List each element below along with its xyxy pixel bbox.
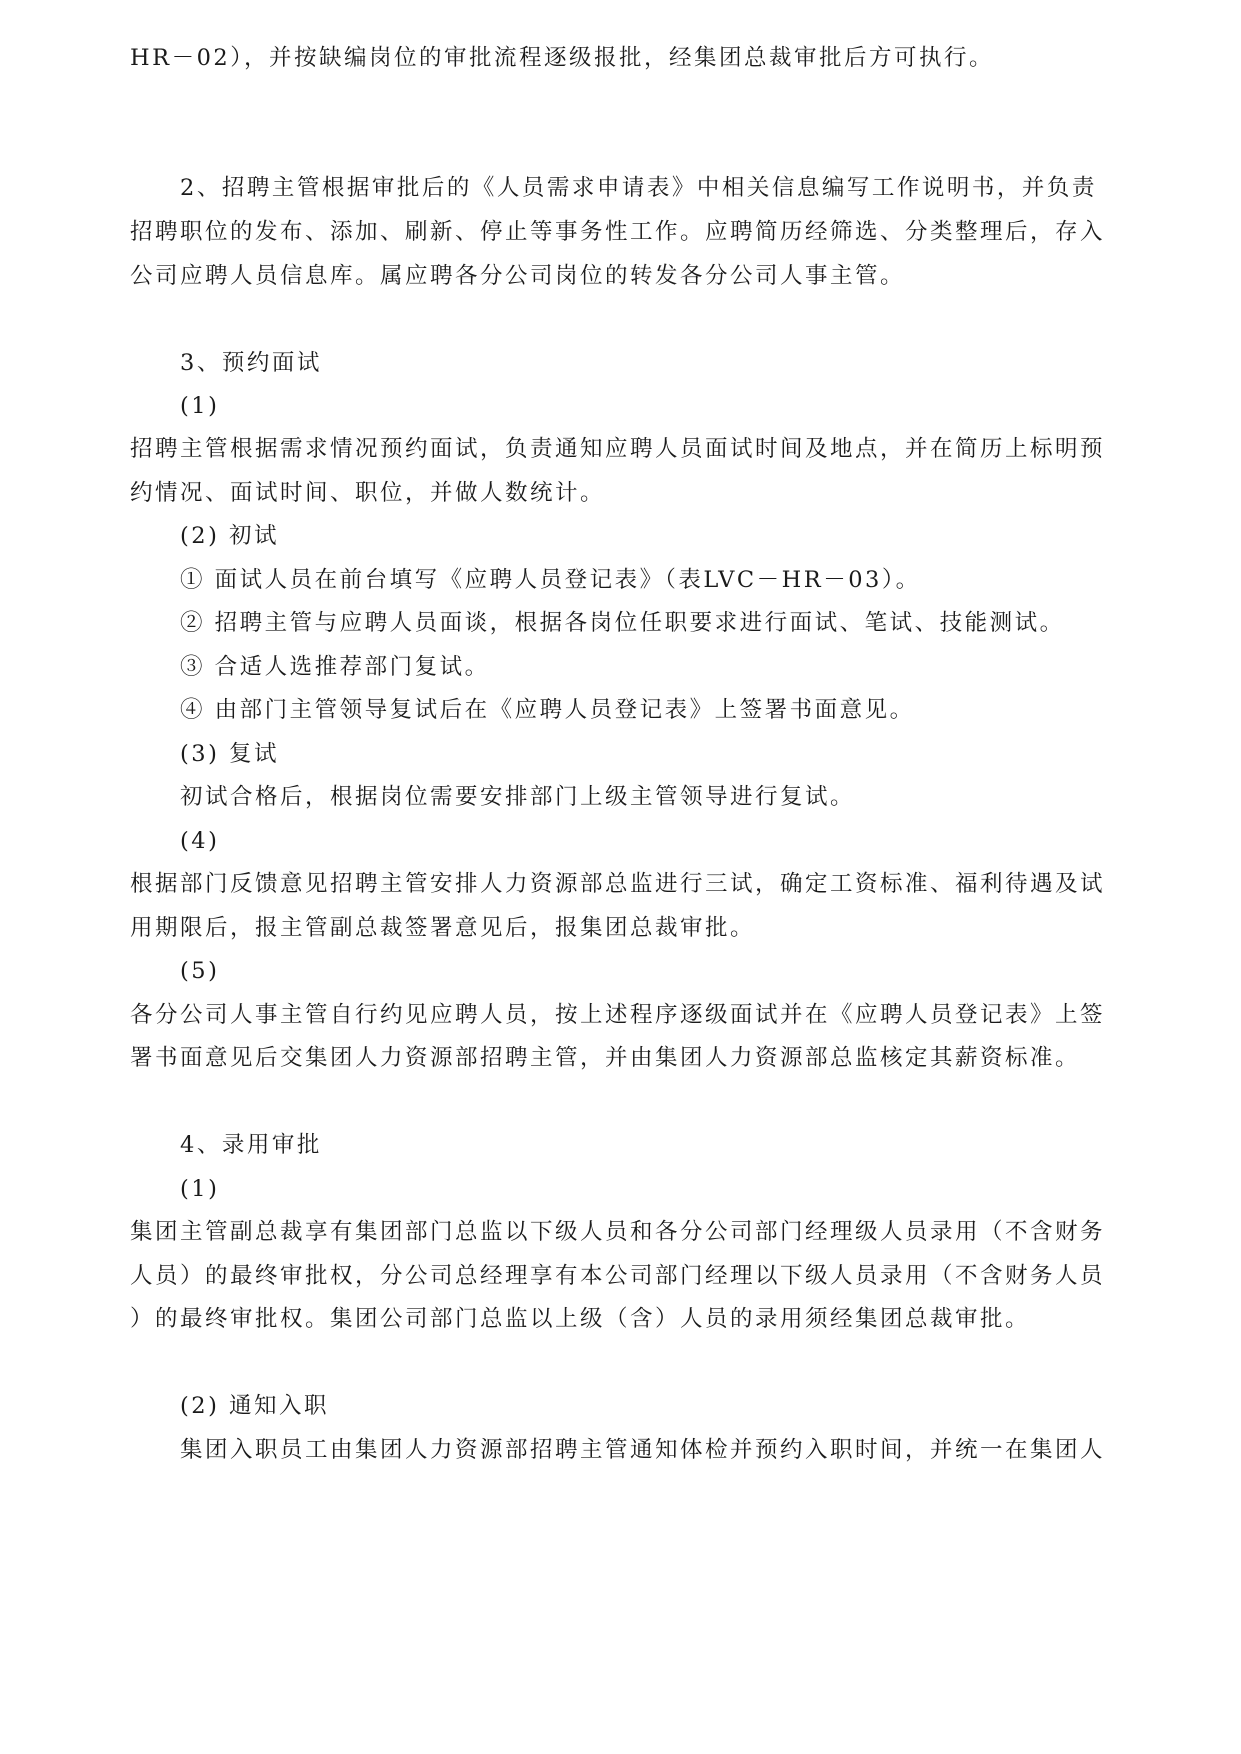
item-number: (1) — [180, 393, 220, 419]
paragraph-line: 各分公司人事主管自行约见应聘人员，按上述程序逐级面试并在《应聘人员登记表》上签 — [130, 1002, 1106, 1028]
list-item: ④ 由部门主管领导复试后在《应聘人员登记表》上签署书面意见。 — [180, 697, 915, 723]
item-heading: (3) 复试 — [180, 741, 280, 767]
list-item: ① 面试人员在前台填写《应聘人员登记表》（表LVC－HR－03）。 — [180, 567, 921, 593]
paragraph-line: 初试合格后，根据岗位需要安排部门上级主管领导进行复试。 — [180, 784, 856, 810]
paragraph-line: HR－02），并按缺编岗位的审批流程逐级报批，经集团总裁审批后方可执行。 — [130, 45, 994, 71]
paragraph-line: 集团入职员工由集团人力资源部招聘主管通知体检并预约入职时间，并统一在集团人 — [180, 1437, 1106, 1463]
paragraph-line: 招聘职位的发布、添加、刷新、停止等事务性工作。应聘简历经筛选、分类整理后，存入 — [130, 219, 1106, 245]
paragraph-line: 署书面意见后交集团人力资源部招聘主管，并由集团人力资源部总监核定其薪资标准。 — [130, 1045, 1081, 1071]
section-heading: 4、录用审批 — [180, 1132, 322, 1158]
paragraph-line: 招聘主管根据需求情况预约面试，负责通知应聘人员面试时间及地点，并在简历上标明预 — [130, 436, 1106, 462]
paragraph-line: 根据部门反馈意见招聘主管安排人力资源部总监进行三试，确定工资标准、福利待遇及试 — [130, 871, 1106, 897]
paragraph-line: 用期限后，报主管副总裁签署意见后，报集团总裁审批。 — [130, 915, 756, 941]
paragraph-line: 人员）的最终审批权，分公司总经理享有本公司部门经理以下级人员录用（不含财务人员 — [130, 1263, 1106, 1289]
paragraph-line: 约情况、面试时间、职位，并做人数统计。 — [130, 480, 606, 506]
item-number: (1) — [180, 1176, 220, 1202]
paragraph-line: 集团主管副总裁享有集团部门总监以下级人员和各分公司部门经理级人员录用（不含财务 — [130, 1219, 1106, 1245]
item-number: (4) — [180, 828, 220, 854]
list-item: ③ 合适人选推荐部门复试。 — [180, 654, 490, 680]
list-item: ② 招聘主管与应聘人员面谈，根据各岗位任职要求进行面试、笔试、技能测试。 — [180, 610, 1065, 636]
section-heading: 3、预约面试 — [180, 350, 322, 376]
item-heading: (2) 通知入职 — [180, 1393, 330, 1419]
paragraph-line: ）的最终审批权。集团公司部门总监以上级（含）人员的录用须经集团总裁审批。 — [130, 1306, 1031, 1332]
item-number: (5) — [180, 958, 220, 984]
item-heading: (2) 初试 — [180, 523, 280, 549]
paragraph-line: 公司应聘人员信息库。属应聘各分公司岗位的转发各分公司人事主管。 — [130, 263, 906, 289]
paragraph-line: 2、招聘主管根据审批后的《人员需求申请表》中相关信息编写工作说明书，并负责 — [180, 175, 1097, 201]
